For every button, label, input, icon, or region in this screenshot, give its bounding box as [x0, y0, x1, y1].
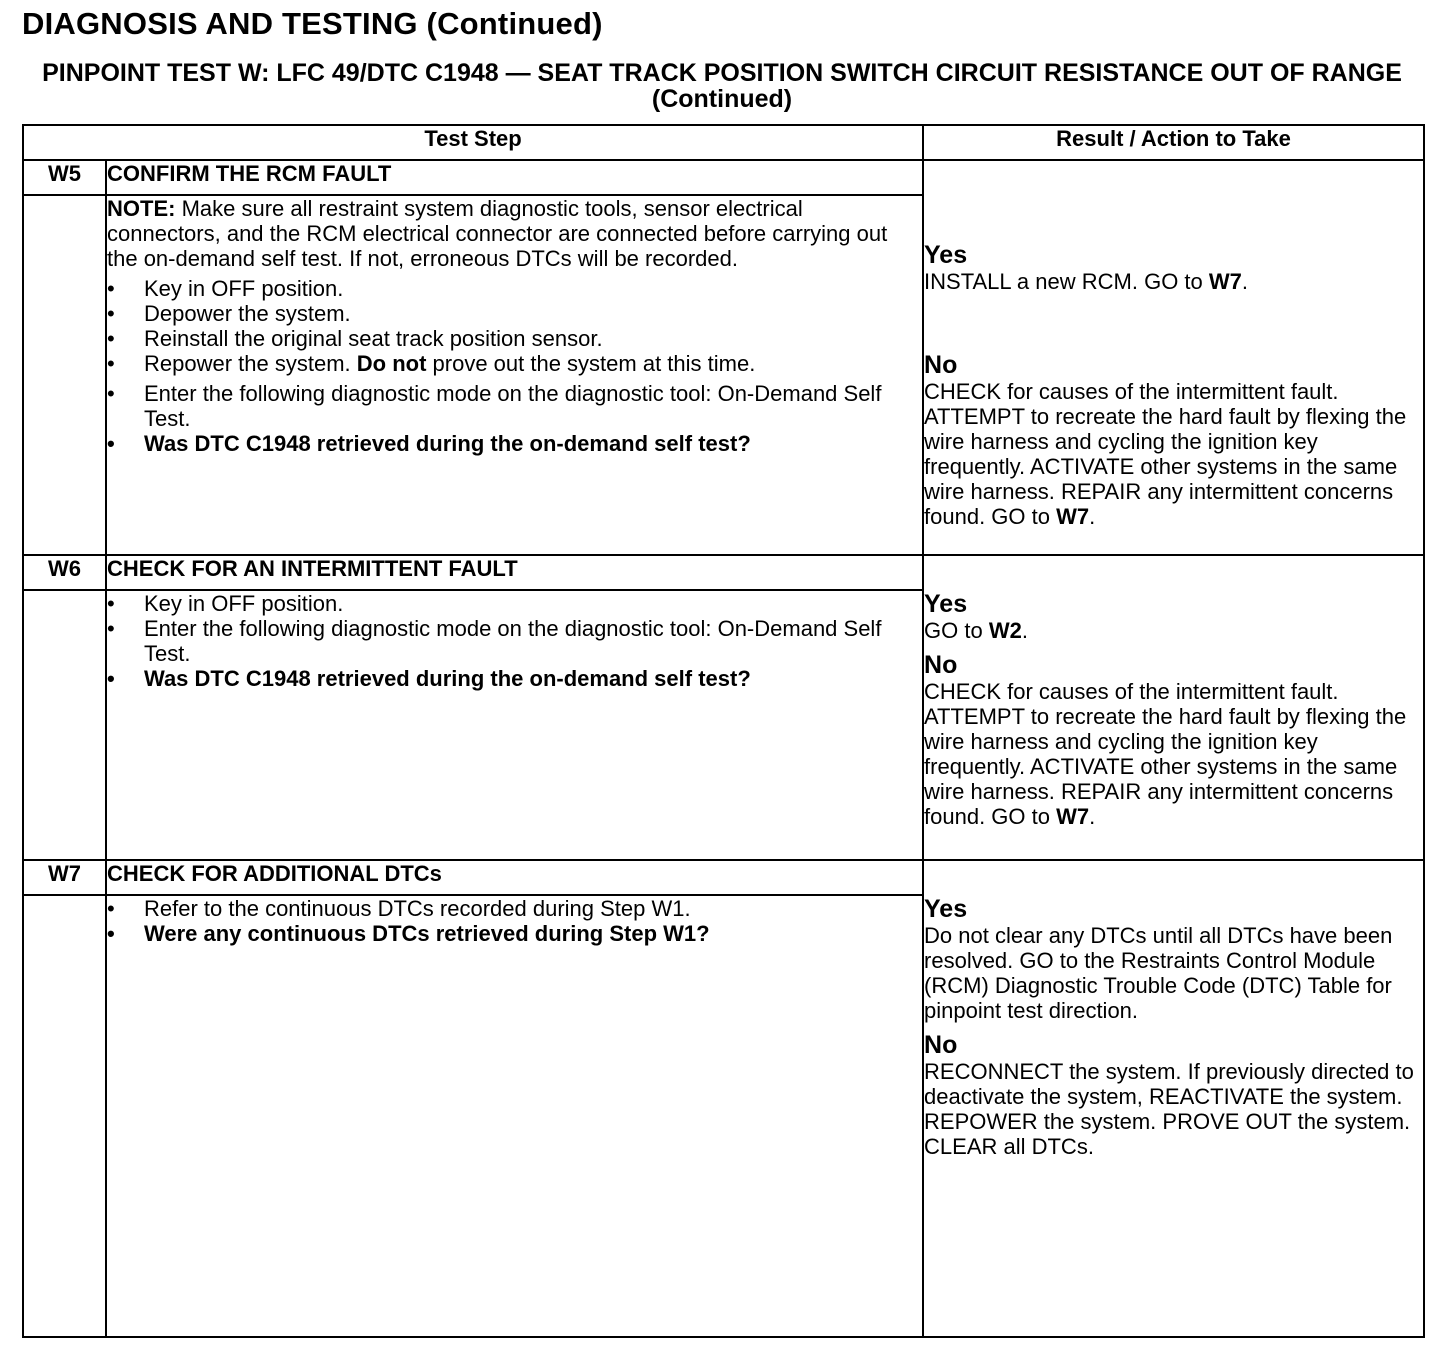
step-w5-body [106, 195, 923, 555]
step-w7-result [923, 860, 1424, 1337]
pinpoint-test-title: PINPOINT TEST W: LFC 49/DTC C1948 — SEAT TRACK POSITION SWITCH CIRCUIT RESISTANCE OUT OF RANGE (Continued) [42, 59, 1402, 113]
pinpoint-test-table [22, 124, 1425, 1338]
no-action: CHECK for causes of the intermittent fault. ATTEMPT to recreate the hard fault by flexing the wire harness and cycling the ignition key frequently. ACTIVATE other systems in the same wire harness. REPAIR any intermittent concerns found. GO to W7. [924, 679, 1407, 829]
no-label: No [924, 651, 958, 679]
yes-label: Yes [924, 590, 968, 618]
step-w5-title-row [23, 160, 1424, 195]
step-title: CHECK FOR AN INTERMITTENT FAULT [106, 555, 923, 590]
step-id-spacer [23, 895, 106, 1337]
no-action: CHECK for causes of the intermittent fault. ATTEMPT to recreate the hard fault by flexing the wire harness and cycling the ignition key frequently. ACTIVATE other systems in the same wire harness. REPAIR any intermittent concerns found. GO to W7. [924, 379, 1407, 529]
no-action: RECONNECT the system. If previously directed to deactivate the system, REACTIVATE the system. REPOWER the system. PROVE OUT the system. CLEAR all DTCs. [924, 1059, 1414, 1159]
step-title: CHECK FOR ADDITIONAL DTCs [106, 860, 923, 895]
step-id: W7 [23, 860, 106, 895]
list-item: • Was DTC C1948 retrieved during the on-demand self test? [107, 666, 922, 691]
list-item: • Key in OFF position. [107, 591, 922, 616]
yes-action: INSTALL a new RCM. GO to W7. [924, 269, 1249, 294]
list-item: • Was DTC C1948 retrieved during the on-demand self test? [107, 431, 922, 456]
list-item: • Repower the system. Do not prove out the system at this time. [107, 351, 922, 376]
list-item: • Enter the following diagnostic mode on the diagnostic tool: On-Demand Self Test. [107, 616, 922, 666]
yes-label: Yes [924, 895, 968, 923]
no-label: No [924, 351, 958, 379]
test-step-header: Test Step [23, 125, 923, 160]
step-list [107, 896, 922, 946]
note: NOTE: Make sure all restraint system diagnostic tools, sensor electrical connectors, and the RCM electrical connector are connected before carrying out the on-demand self test. If not, erroneous DTCs will be recorded. [107, 196, 888, 271]
list-item: • Were any continuous DTCs retrieved during Step W1? [107, 921, 922, 946]
step-w6-body [106, 590, 923, 860]
list-item: • Key in OFF position. [107, 276, 922, 301]
step-w6-title-row [23, 555, 1424, 590]
step-w7-title-row [23, 860, 1424, 895]
yes-action: GO to W2. [924, 618, 1028, 643]
step-w5-result [923, 160, 1424, 555]
step-title: CONFIRM THE RCM FAULT [106, 160, 923, 195]
list-item: • Enter the following diagnostic mode on the diagnostic tool: On-Demand Self Test. [107, 381, 922, 431]
list-item: • Depower the system. [107, 301, 922, 326]
list-item: • Reinstall the original seat track position sensor. [107, 326, 922, 351]
no-label: No [924, 1031, 958, 1059]
step-id: W5 [23, 160, 106, 195]
page-title: DIAGNOSIS AND TESTING (Continued) [22, 6, 603, 41]
step-w6-result [923, 555, 1424, 860]
result-header: Result / Action to Take [923, 125, 1424, 160]
step-id-spacer [23, 195, 106, 555]
yes-label: Yes [924, 241, 968, 269]
table-header-row [23, 125, 1424, 160]
step-id: W6 [23, 555, 106, 590]
list-item: • Refer to the continuous DTCs recorded during Step W1. [107, 896, 922, 921]
step-w7-body [106, 895, 923, 1337]
step-id-spacer [23, 590, 106, 860]
step-list [107, 591, 922, 691]
yes-action: Do not clear any DTCs until all DTCs have been resolved. GO to the Restraints Control Module (RCM) Diagnostic Trouble Code (DTC) Table for pinpoint test direction. [924, 923, 1393, 1023]
step-list [107, 276, 922, 456]
